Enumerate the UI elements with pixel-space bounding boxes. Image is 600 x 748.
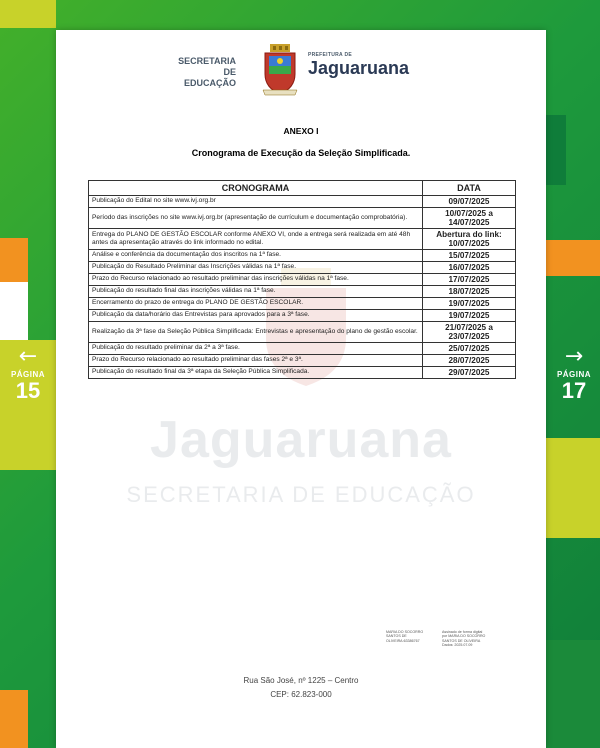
next-page-button[interactable] (546, 346, 600, 403)
date-cell: 29/07/2025 (423, 367, 516, 379)
activity-cell: Publicação da data/horário das Entrevistas para aprovados para a 3ª fase. (89, 310, 423, 322)
table-row (89, 262, 516, 274)
postal-code: CEP: 62.823-000 (270, 690, 332, 699)
table-row (89, 355, 516, 367)
table-row (89, 322, 516, 343)
column-header-data: DATA (423, 181, 516, 196)
next-page-label: PÁGINA (556, 370, 592, 379)
table-header-row (89, 181, 516, 196)
date-cell: 17/07/2025 (423, 274, 516, 286)
activity-cell: Publicação do resultado final das inscrições válidas na 1ª fase. (89, 286, 423, 298)
table-row (89, 367, 516, 379)
schedule-table (88, 180, 516, 379)
date-cell: 21/07/2025 a 23/07/2025 (423, 322, 516, 343)
table-row (89, 196, 516, 208)
deco-yellow-right (546, 438, 600, 538)
deco-yellow-top-left (0, 0, 56, 28)
activity-cell: Entrega do PLANO DE GESTÃO ESCOLAR conforme ANEXO VI, onde a entrega será realizada em até 48h antes da apresentação através do link informado no edital. (89, 229, 423, 250)
table-row (89, 298, 516, 310)
deco-orange-bottom-left (0, 690, 28, 748)
date-cell: 09/07/2025 (423, 196, 516, 208)
column-header-cronograma: CRONOGRAMA (89, 181, 423, 196)
watermark-name: Jaguaruana (150, 411, 452, 469)
activity-cell: Publicação do resultado preliminar da 2ª a 3ª fase. (89, 343, 423, 355)
signature-name (386, 630, 438, 643)
crest-icon (261, 44, 299, 96)
signature-line: OLIVEIRA:63386767 (386, 638, 420, 643)
deco-dark-green-bottom-right (546, 640, 600, 748)
document-title: Cronograma de Execução da Seleção Simplificada. (191, 148, 411, 158)
signature-line: MARIA DO SOCORRO (386, 630, 424, 634)
table-row (89, 250, 516, 262)
deco-white-left (0, 282, 28, 340)
prev-page-button[interactable] (0, 346, 56, 403)
deco-orange-left (0, 238, 28, 282)
prefeitura-logo-text: PREFEITURA DE Jaguaruana (308, 52, 410, 78)
annex-title: ANEXO I (283, 126, 319, 136)
signature-line: Assinado de forma digital (442, 630, 483, 634)
signature-line: SANTOS DE OLIVEIRA (442, 638, 481, 643)
date-cell: 15/07/2025 (423, 250, 516, 262)
watermark-subtitle: SECRETARIA DE EDUCAÇÃO (126, 482, 476, 507)
table-row (89, 286, 516, 298)
signature-line: Dados: 2025.07.09 (442, 643, 473, 648)
activity-cell: Encerramento do prazo de entrega do PLANO DE GESTÃO ESCOLAR. (89, 298, 423, 310)
signature-line: por MARIA DO SOCORRO (442, 634, 486, 639)
table-row (89, 208, 516, 229)
deco-dark-green-right (546, 115, 566, 185)
document-page (56, 30, 546, 748)
signature-line: SANTOS DE (386, 634, 407, 639)
date-cell: 18/07/2025 (423, 286, 516, 298)
table-row (89, 310, 516, 322)
deco-orange-right (546, 240, 600, 276)
date-cell: 25/07/2025 (423, 343, 516, 355)
table-row (89, 274, 516, 286)
activity-cell: Publicação do resultado final da 3ª etapa da Seleção Pública Simplificada. (89, 367, 423, 379)
activity-cell: Realização da 3ª fase da Seleção Pública Simplificada: Entrevistas e apresentação do plano de gestão escolar. (89, 322, 423, 343)
prev-page-number: 15 (15, 378, 41, 403)
activity-cell: Publicação do Edital no site www.ivj.org.br (89, 196, 423, 208)
prev-page-label: PÁGINA (10, 370, 46, 379)
activity-cell: Publicação do Resultado Preliminar das Inscrições válidas na 1ª fase. (89, 262, 423, 274)
activity-cell: Prazo do Recurso relacionado ao resultado preliminar das fases 2ª e 3ª. (89, 355, 423, 367)
header-logos (166, 44, 446, 100)
date-cell: 16/07/2025 (423, 262, 516, 274)
table-body (89, 196, 516, 379)
activity-cell: Prazo do Recurso relacionado ao resultado preliminar das inscrições válidas na 1ª fase. (89, 274, 423, 286)
secretaria-logo-text: SECRETARIA DE EDUCAÇÃO (178, 56, 236, 88)
date-cell: 19/07/2025 (423, 298, 516, 310)
date-cell: 10/07/2025 a 14/07/2025 (423, 208, 516, 229)
table-row (89, 229, 516, 250)
activity-cell: Análise e conferência da documentação dos inscritos na 1ª fase. (89, 250, 423, 262)
activity-cell: Período das inscrições no site www.ivj.org.br (apresentação de currículum e documentação comprobatória). (89, 208, 423, 229)
arrow-left-icon: ← (18, 344, 38, 369)
date-cell: 28/07/2025 (423, 355, 516, 367)
address-line: Rua São José, nº 1225 – Centro (243, 676, 359, 685)
arrow-right-icon: → (564, 344, 584, 369)
table-row (89, 343, 516, 355)
date-cell: Abertura do link: 10/07/2025 (423, 229, 516, 250)
next-page-number: 17 (561, 378, 587, 403)
date-cell: 19/07/2025 (423, 310, 516, 322)
signature-details (442, 630, 506, 648)
